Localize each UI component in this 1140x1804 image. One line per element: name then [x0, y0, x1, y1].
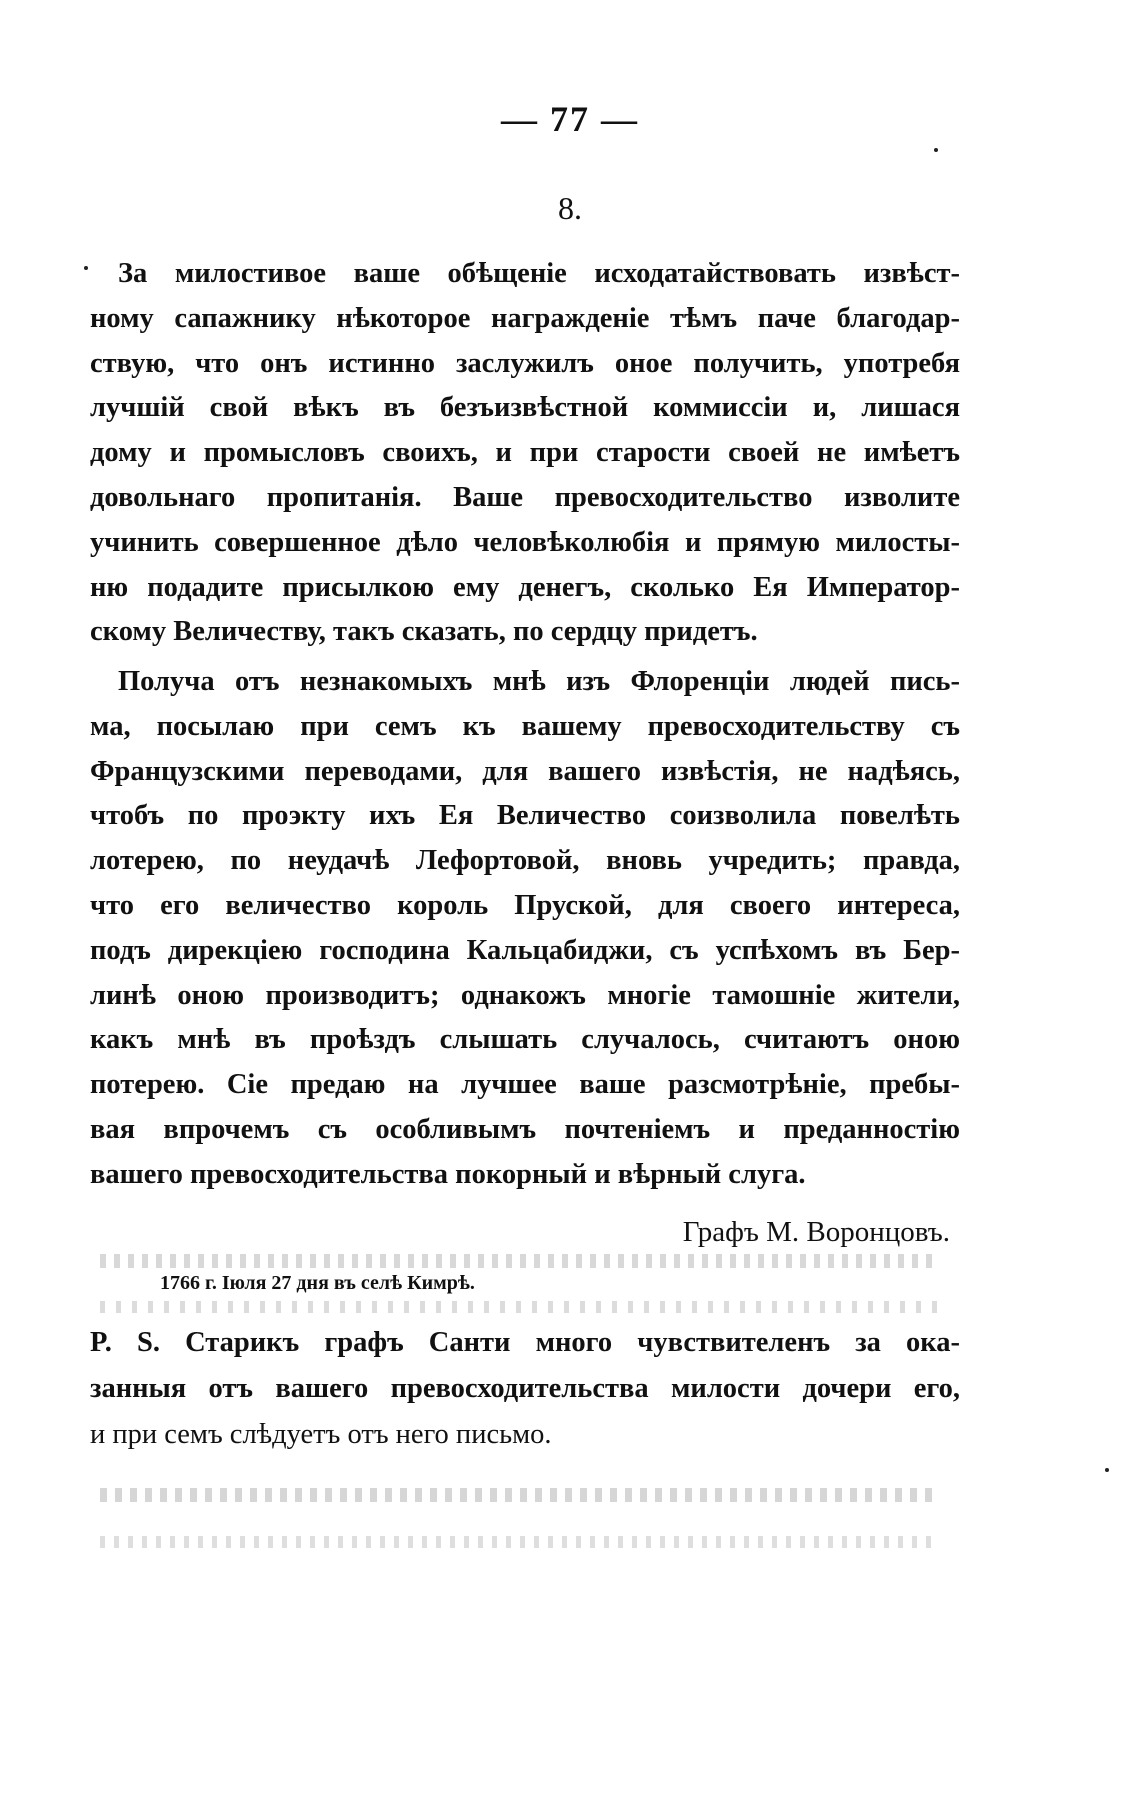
- signature: Графъ М. Воронцовъ.: [682, 1216, 950, 1248]
- text-line: Получа отъ незнакомыхъ мнѣ изъ Флоренціи людей пись-: [118, 666, 960, 697]
- scan-speck: [934, 148, 938, 152]
- text-line: ствую, что онъ истинно заслужилъ оное получить, употребя: [90, 347, 960, 379]
- text-line: За милостивое ваше обѣщеніе исходатайствовать извѣст-: [118, 258, 960, 289]
- bleed-through: [100, 1488, 940, 1502]
- letter-number: 8.: [558, 190, 582, 226]
- text-line: учинить совершенное дѣло человѣколюбія и прямую милосты-: [90, 526, 960, 558]
- text-line: лотерею, по неудачѣ Лефортовой, вновь учредить; правда,: [90, 845, 960, 877]
- scan-speck: [1105, 1468, 1109, 1472]
- text-line: линѣ оною производитъ; однакожъ многіе тамошніе жители,: [90, 979, 960, 1011]
- bleed-through: [100, 1301, 940, 1313]
- text-line: вая впрочемъ съ особливымъ почтеніемъ и преданностію: [90, 1113, 960, 1145]
- text-line: P. S. Старикъ графъ Санти много чувствителенъ за ока-: [90, 1327, 960, 1358]
- bleed-through: [100, 1254, 940, 1268]
- bleed-through: [100, 1536, 940, 1548]
- text-line: занныя отъ вашего превосходительства милости дочери его,: [90, 1373, 960, 1404]
- text-line: и при семъ слѣдуетъ отъ него письмо.: [90, 1419, 552, 1450]
- text-line: ма, посылаю при семъ къ вашему превосходительству съ: [90, 710, 960, 742]
- text-line: дому и промысловъ своихъ, и при старости своей не имѣетъ: [90, 437, 960, 469]
- page-number: — 77 —: [501, 99, 639, 139]
- scan-speck: [84, 266, 88, 270]
- text-line: вашего превосходительства покорный и вѣрный слуга.: [90, 1158, 806, 1190]
- paragraph-2: [90, 660, 960, 1198]
- text-line: ню подадите присылкою ему денегъ, сколько Ея Император-: [90, 571, 960, 603]
- text-line: потерею. Сіе предаю на лучшее ваше разсмотрѣніе, пребы-: [90, 1069, 960, 1101]
- text-line: подъ дирекціею господина Кальцабиджи, съ успѣхомъ въ Бер-: [90, 934, 960, 966]
- dateline: 1766 г. Іюля 27 дня въ селѣ Кимрѣ.: [160, 1272, 475, 1294]
- text-line: что его величество король Пруской, для своего интереса,: [90, 889, 960, 921]
- text-line: довольнаго пропитанія. Ваше превосходительство изволите: [90, 481, 960, 513]
- text-line: какъ мнѣ въ проѣздъ слышать случалось, считаютъ оною: [90, 1024, 960, 1056]
- paragraph-1: [90, 252, 960, 655]
- text-line: ному сапажнику нѣкоторое награжденіе тѣмъ паче благодар-: [90, 302, 960, 334]
- text-line: скому Величеству, такъ сказать, по сердцу придетъ.: [90, 616, 758, 648]
- text-line: чтобъ по проэкту ихъ Ея Величество соизволила повелѣть: [90, 800, 960, 832]
- postscript: [90, 1320, 960, 1458]
- text-line: Французскими переводами, для вашего извѣстія, не надѣясь,: [90, 755, 960, 787]
- text-line: лучшій свой вѣкъ въ безъизвѣстной коммиссіи и, лишася: [90, 392, 960, 424]
